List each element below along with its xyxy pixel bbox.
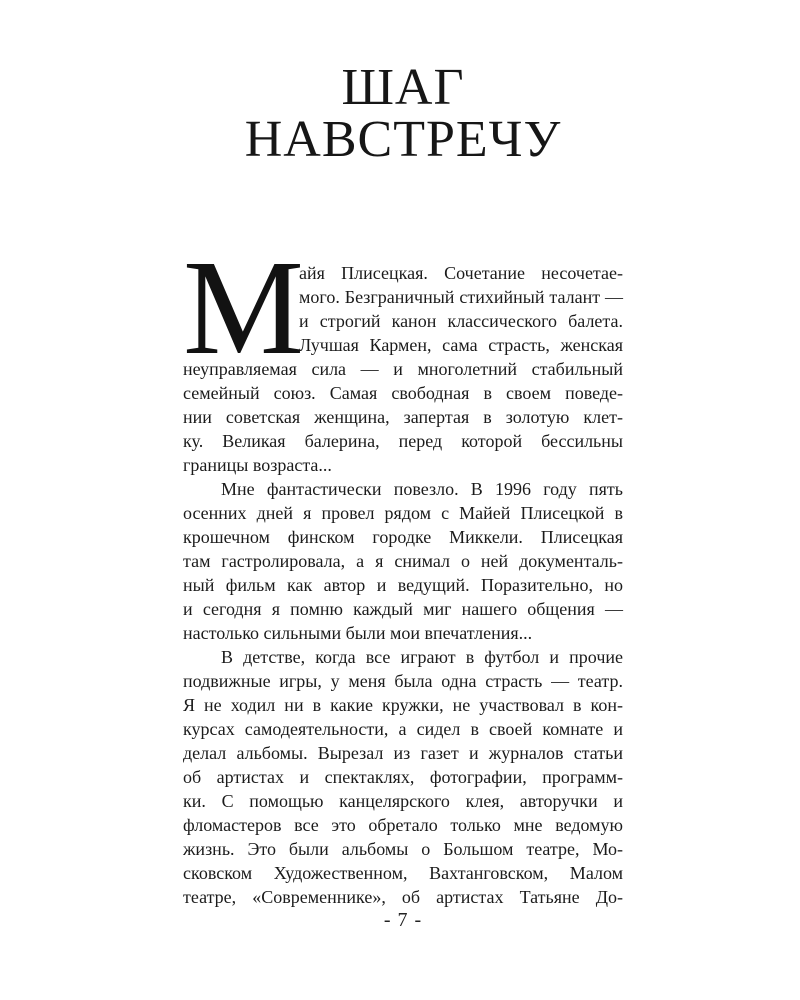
text-line: крошечном финском городке Миккели. Плисецкая bbox=[183, 527, 623, 547]
text-line: фломастеров все это обретало только мне ведомую bbox=[183, 815, 623, 835]
dropcap-letter: М bbox=[183, 233, 304, 383]
text-line: там гастролировала, а я снимал о ней документаль- bbox=[183, 551, 623, 571]
text-line: осенних дней я провел рядом с Майей Плисецкой в bbox=[183, 503, 623, 523]
text-line: театре, «Современнике», об артистах Татьяне До- bbox=[183, 887, 623, 907]
text-line: подвижные игры, у меня была одна страсть — театр. bbox=[183, 671, 623, 691]
text-line: ку. Великая балерина, перед которой бессильны bbox=[183, 431, 623, 451]
text-line: айя Плисецкая. Сочетание несочетае- bbox=[299, 263, 623, 283]
chapter-title bbox=[183, 59, 623, 168]
text-line: и сегодня я помню каждый миг нашего общения — bbox=[183, 599, 623, 619]
text-line: нии советская женщина, запертая в золотую клет- bbox=[183, 407, 623, 427]
text-line: об артистах и спектаклях, фотографии, программ- bbox=[183, 767, 623, 787]
chapter-title-line1: ШАГ bbox=[341, 59, 465, 116]
text-line: и строгий канон классического балета. bbox=[299, 311, 623, 331]
text-line: мого. Безграничный стихийный талант — bbox=[299, 287, 623, 307]
text-line: границы возраста... bbox=[183, 455, 332, 475]
text-line: Лучшая Кармен, сама страсть, женская bbox=[299, 335, 623, 355]
text-line: Я не ходил ни в какие кружки, не участвовал в кон- bbox=[183, 695, 623, 715]
text-line: жизнь. Это были альбомы о Большом театре, Мо- bbox=[183, 839, 623, 859]
text-line: сковском Художественном, Вахтанговском, Малом bbox=[183, 863, 623, 883]
text-line: курсах самодеятельности, а сидел в своей комнате и bbox=[183, 719, 623, 739]
text-line: Мне фантастически повезло. В 1996 году пять bbox=[221, 479, 623, 499]
text-line: семейный союз. Самая свободная в своем поведе- bbox=[183, 383, 623, 403]
text-line: неуправляемая сила — и многолетний стабильный bbox=[183, 359, 623, 379]
text-line: ки. С помощью канцелярского клея, авторучки и bbox=[183, 791, 623, 811]
text-line: ный фильм как автор и ведущий. Поразительно, но bbox=[183, 575, 623, 595]
text-line: В детстве, когда все играют в футбол и прочие bbox=[221, 647, 623, 667]
body-text bbox=[183, 233, 623, 909]
text-line: настолько сильными были мои впечатления... bbox=[183, 623, 533, 643]
chapter-title-line2: НАВСТРЕЧУ bbox=[244, 111, 562, 168]
page-number: - 7 - bbox=[383, 909, 423, 931]
text-line: делал альбомы. Вырезал из газет и журналов статьи bbox=[183, 743, 623, 763]
